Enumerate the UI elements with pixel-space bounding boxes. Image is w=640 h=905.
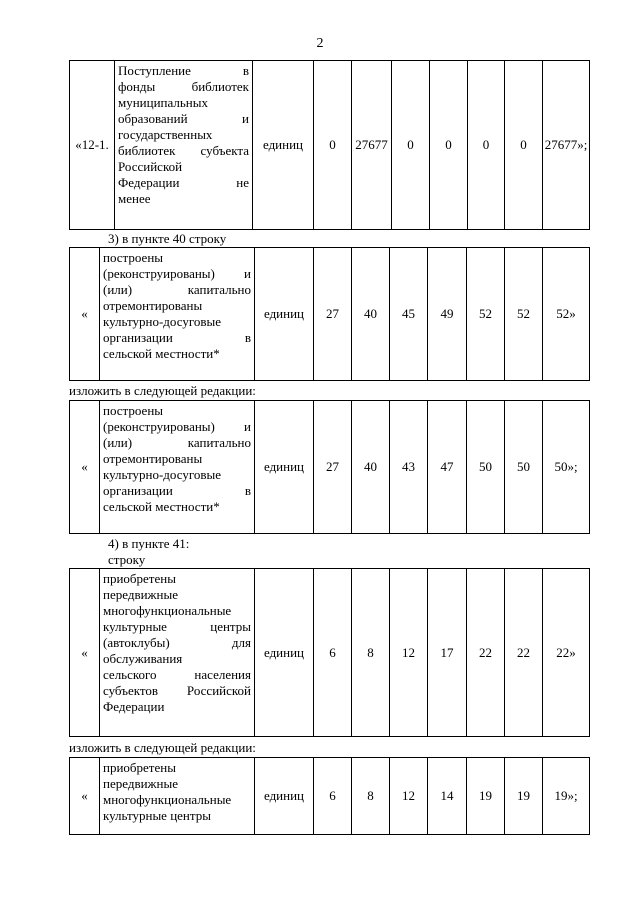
value-cell: 40 — [352, 401, 390, 534]
description-line: Поступление в — [118, 63, 249, 78]
indicator-description — [100, 401, 255, 534]
punkt-41-line: 4) в пункте 41: — [108, 536, 190, 551]
description-line: передвижные — [103, 587, 178, 602]
description-line: обслуживания — [103, 651, 183, 666]
table-row — [69, 60, 590, 230]
description-line: передвижные — [103, 776, 178, 791]
indicator-description — [100, 569, 255, 737]
value-cell: 17 — [428, 569, 467, 737]
unit-cell: единиц — [255, 401, 314, 534]
description-line: культурные центры — [103, 808, 211, 823]
unit-cell: единиц — [255, 569, 314, 737]
stroku-line: строку — [108, 552, 146, 567]
description-line: сельского населения — [103, 667, 251, 682]
description-line: (или) капитально — [103, 282, 251, 297]
row-marker: « — [70, 758, 100, 835]
value-cell: 6 — [314, 758, 352, 835]
value-cell: 27677»; — [543, 61, 590, 230]
value-cell: 0 — [430, 61, 468, 230]
indicator-description — [100, 758, 255, 835]
value-cell: 50 — [505, 401, 543, 534]
description-line: менее — [118, 191, 151, 206]
description-line: многофункциональные — [103, 603, 232, 618]
value-cell: 22» — [543, 569, 590, 737]
value-cell: 19»; — [543, 758, 590, 835]
value-cell: 12 — [390, 758, 428, 835]
value-cell: 40 — [352, 248, 390, 381]
value-cell: 52 — [467, 248, 505, 381]
row-marker: « — [70, 248, 100, 381]
unit-cell: единиц — [253, 61, 314, 230]
value-cell: 49 — [428, 248, 467, 381]
row-marker: « — [70, 401, 100, 534]
unit-cell: единиц — [255, 248, 314, 381]
indicator-description — [115, 61, 253, 230]
description-line: отремонтированы — [103, 451, 203, 466]
description-line: субъектов Российской — [103, 683, 251, 698]
description-line: Федерации — [103, 699, 165, 714]
row-marker: « — [70, 569, 100, 737]
value-cell: 0 — [505, 61, 543, 230]
description-line: сельской местности* — [103, 346, 220, 361]
description-line: Федерации не — [118, 175, 249, 190]
description-line: построены — [103, 403, 164, 418]
punkt-40-line: 3) в пункте 40 строку — [108, 231, 227, 246]
description-line: сельской местности* — [103, 499, 220, 514]
description-line: муниципальных — [118, 95, 209, 110]
indicator-description — [100, 248, 255, 381]
value-cell: 19 — [505, 758, 543, 835]
description-line: построены — [103, 250, 164, 265]
description-line: (реконструированы) и — [103, 266, 251, 281]
unit-cell: единиц — [255, 758, 314, 835]
value-cell: 45 — [390, 248, 428, 381]
redakcii-line-2: изложить в следующей редакции: — [69, 740, 256, 755]
table-row — [69, 757, 590, 835]
value-cell: 27677 — [352, 61, 392, 230]
value-cell: 52 — [505, 248, 543, 381]
value-cell: 27 — [314, 401, 352, 534]
description-line: Российской — [118, 159, 183, 174]
table-row — [69, 247, 590, 381]
description-line: отремонтированы — [103, 298, 203, 313]
value-cell: 8 — [352, 569, 390, 737]
description-line: культурные центры — [103, 619, 251, 634]
value-cell: 19 — [467, 758, 505, 835]
description-line: государственных — [118, 127, 213, 142]
description-line: (или) капитально — [103, 435, 251, 450]
value-cell: 6 — [314, 569, 352, 737]
description-line: фонды библиотек — [118, 79, 249, 94]
description-line: организации в — [103, 483, 251, 498]
description-line: образований и — [118, 111, 249, 126]
table-row — [69, 568, 590, 737]
value-cell: 0 — [468, 61, 505, 230]
page-number: 2 — [316, 36, 324, 51]
description-line: (реконструированы) и — [103, 419, 251, 434]
description-line: приобретены — [103, 571, 176, 586]
value-cell: 14 — [428, 758, 467, 835]
description-line: приобретены — [103, 760, 176, 775]
value-cell: 50 — [467, 401, 505, 534]
value-cell: 0 — [314, 61, 352, 230]
value-cell: 8 — [352, 758, 390, 835]
table-row — [69, 400, 590, 534]
value-cell: 50»; — [543, 401, 590, 534]
description-line: библиотек субъекта — [118, 143, 249, 158]
value-cell: 12 — [390, 569, 428, 737]
description-line: организации в — [103, 330, 251, 345]
description-line: культурно-досуговые — [103, 314, 221, 329]
value-cell: 43 — [390, 401, 428, 534]
description-line: многофункциональные — [103, 792, 232, 807]
row-marker: «12-1. — [70, 61, 115, 230]
value-cell: 27 — [314, 248, 352, 381]
value-cell: 22 — [467, 569, 505, 737]
redakcii-line-1: изложить в следующей редакции: — [69, 383, 256, 398]
value-cell: 52» — [543, 248, 590, 381]
value-cell: 0 — [392, 61, 430, 230]
value-cell: 22 — [505, 569, 543, 737]
description-line: культурно-досуговые — [103, 467, 221, 482]
value-cell: 47 — [428, 401, 467, 534]
description-line: (автоклубы) для — [103, 635, 251, 650]
